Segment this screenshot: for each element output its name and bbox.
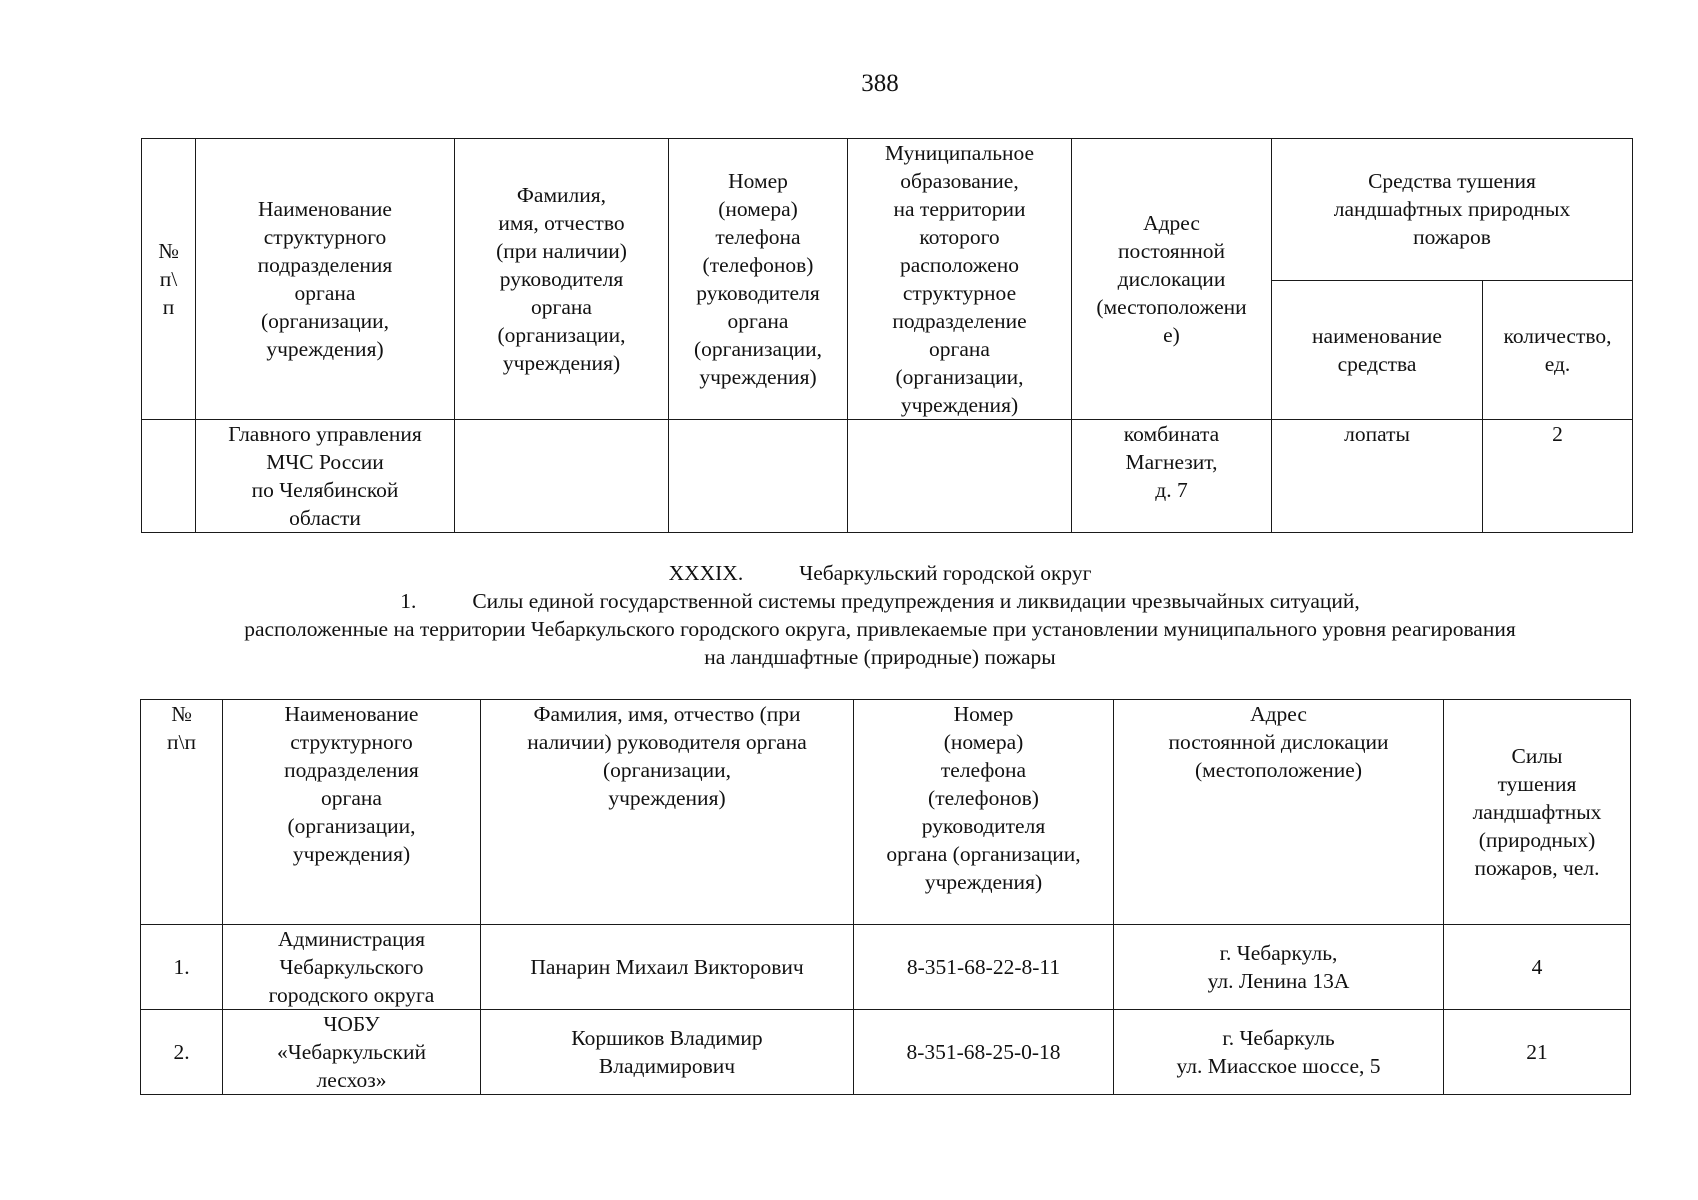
cell-address: комбината Магнезит, д. 7 <box>1072 420 1272 533</box>
subsection-title-line-2: расположенные на территории Чебаркульского городского округа, привлекаемые при установлении муниципального уровня реагирования <box>244 617 1516 641</box>
cell-municipality <box>848 420 1072 533</box>
header-unit-name: Наименование структурного подразделения органа (организации, учреждения) <box>196 139 455 420</box>
table-1-header-row <box>142 139 1633 281</box>
cell-unit-name: ЧОБУ «Чебаркульский лесхоз» <box>223 1010 481 1095</box>
cell-unit-name: Администрация Чебаркульского городского округа <box>223 925 481 1010</box>
page-number: 388 <box>861 70 899 97</box>
header-phone: Номер (номера) телефона (телефонов) руководителя органа (организации, учреждения) <box>669 139 848 420</box>
cell-num: 2. <box>141 1010 223 1095</box>
header-num: № п\п <box>141 700 223 925</box>
cell-means-qty: 2 <box>1483 420 1633 533</box>
header-phone: Номер (номера) телефона (телефонов) руководителя органа (организации, учреждения) <box>854 700 1114 925</box>
section-title <box>0 559 1698 587</box>
header-num: № п\ п <box>142 139 196 420</box>
subsection-number: 1. <box>400 589 417 613</box>
subsection-title-line-3: на ландшафтные (природные) пожары <box>704 645 1056 669</box>
cell-unit-name: Главного управления МЧС России по Челябинской области <box>196 420 455 533</box>
cell-head-name <box>455 420 669 533</box>
cell-means-name: лопаты <box>1272 420 1483 533</box>
cell-phone: 8-351-68-25-0-18 <box>854 1010 1114 1095</box>
header-means-name: наименование средства <box>1272 280 1483 420</box>
cell-head-name: Панарин Михаил Викторович <box>481 925 854 1010</box>
subsection-line-1-text: Силы единой государственной системы предупреждения и ликвидации чрезвычайных ситуаций, <box>472 589 1360 613</box>
header-municipality: Муниципальное образование, на территории которого расположено структурное подразделение органа (организации, учреждения) <box>848 139 1072 420</box>
table-row <box>141 1010 1631 1095</box>
header-address: Адрес постоянной дислокации (местоположени е) <box>1072 139 1272 420</box>
header-forces: Силы тушения ландшафтных (природных) пожаров, чел. <box>1444 700 1631 925</box>
cell-phone: 8-351-68-22-8-11 <box>854 925 1114 1010</box>
cell-head-name: Коршиков Владимир Владимирович <box>481 1010 854 1095</box>
table-row <box>142 420 1633 533</box>
table-fire-fighting-means <box>141 138 1633 533</box>
cell-address: г. Чебаркуль, ул. Ленина 13А <box>1114 925 1444 1010</box>
cell-forces: 21 <box>1444 1010 1631 1095</box>
header-address: Адрес постоянной дислокации (местоположение) <box>1114 700 1444 925</box>
header-head-name: Фамилия, имя, отчество (при наличии) руководителя органа (организации, учреждения) <box>455 139 669 420</box>
cell-phone <box>669 420 848 533</box>
cell-forces: 4 <box>1444 925 1631 1010</box>
table-2-header-row <box>141 700 1631 925</box>
header-means-qty: количество, ед. <box>1483 280 1633 420</box>
table-emergency-forces <box>140 699 1631 1095</box>
section-roman-number: XXXIX. <box>668 561 744 585</box>
header-means-group: Средства тушения ландшафтных природных пожаров <box>1272 139 1633 281</box>
cell-address: г. Чебаркуль ул. Миасское шоссе, 5 <box>1114 1010 1444 1095</box>
cell-num: 1. <box>141 925 223 1010</box>
header-unit-name: Наименование структурного подразделения органа (организации, учреждения) <box>223 700 481 925</box>
header-head-name: Фамилия, имя, отчество (при наличии) руководителя органа (организации, учреждения) <box>481 700 854 925</box>
table-row <box>141 925 1631 1010</box>
section-title-text: Чебаркульский городской округ <box>799 561 1092 585</box>
cell-num <box>142 420 196 533</box>
subsection-title-line-1 <box>0 587 1698 615</box>
